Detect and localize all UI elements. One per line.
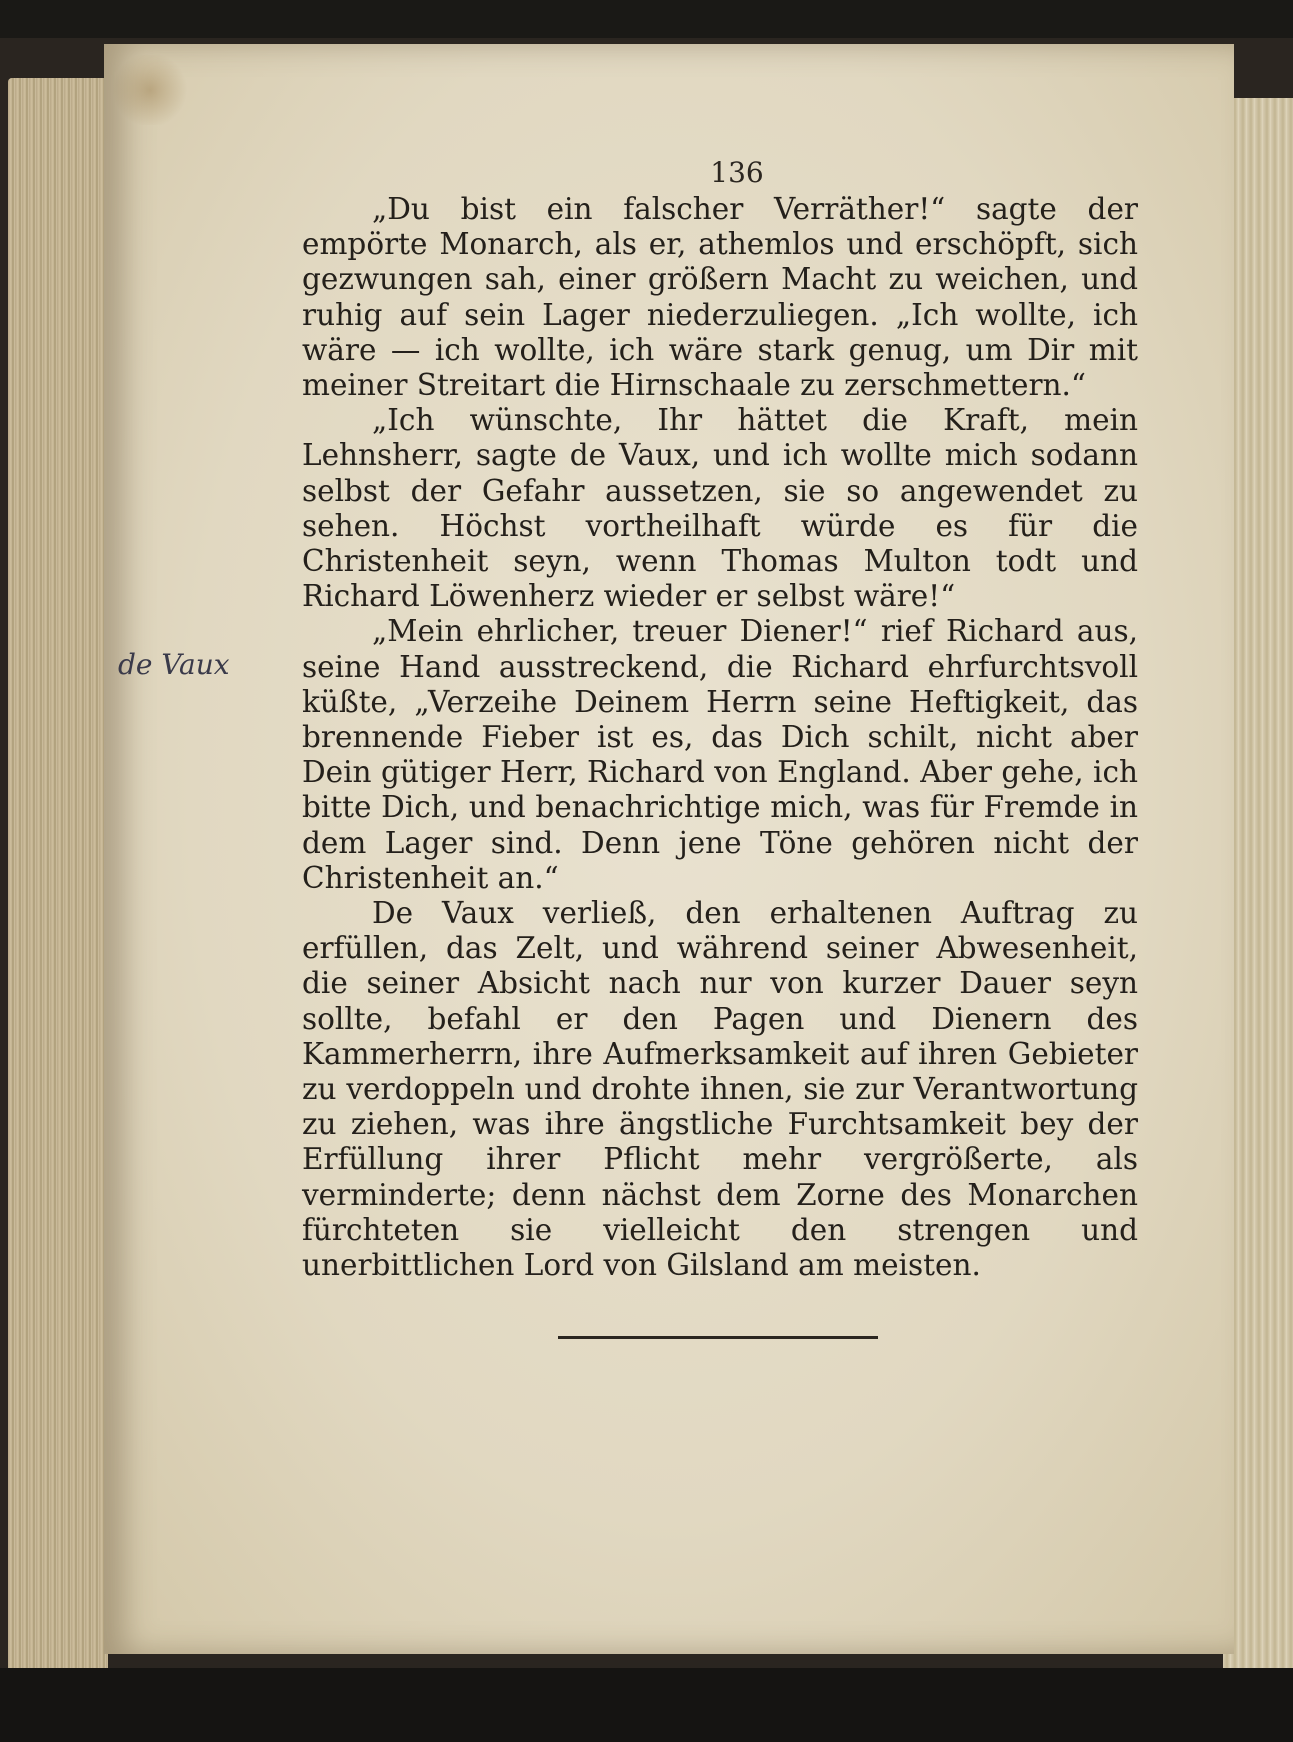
paragraph: „Mein ehrlicher, treuer Diener!“ rief Richard aus, seine Hand ausstreckend, die Richard ehrfurchtsvoll küßte, „Verzeihe Deinem Herrn seine Heftigkeit, das brennende Fieber ist es, das Dich schilt, nicht aber Dein gütiger Herr, Richard von England. Aber gehe, ich bitte Dich, und benachrichtige mich, was für Fremde in dem Lager sind. Denn jene Töne gehören nicht der Christenheit an.“ — [302, 614, 1138, 895]
end-rule-divider — [558, 1336, 878, 1339]
page-edges-left — [8, 78, 108, 1698]
page-number: 136 — [710, 156, 764, 189]
paragraph: „Du bist ein falscher Verräther!“ sagte der empörte Monarch, als er, athemlos und erschöpft, sich gezwungen sah, einer größern Macht zu weichen, und ruhig auf sein Lager niederzuliegen. „Ich wollte, ich wäre — ich wollte, ich wäre stark genug, um Dir mit meiner Streitart die Hirnschaale zu zerschmettern.“ — [302, 192, 1138, 403]
paragraph: De Vaux verließ, den erhaltenen Auftrag zu erfüllen, das Zelt, und während seiner Abwesenheit, die seiner Absicht nach nur von kurzer Dauer seyn sollte, befahl er den Pagen und Dienern des Kammerherrn, ihre Aufmerksamkeit auf ihren Gebieter zu verdoppeln und drohte ihnen, sie zur Verantwortung zu ziehen, was ihre ängstliche Furchtsamkeit bey der Erfüllung ihrer Pflicht mehr vergrößerte, als verminderte; denn nächst dem Zorne des Monarchen fürchteten sie vielleicht den strengen und unerbittlichen Lord von Gilsland am meisten. — [302, 896, 1138, 1283]
paper-stain — [110, 55, 190, 125]
background-bottom — [0, 1668, 1293, 1742]
paragraph: „Ich wünschte, Ihr hättet die Kraft, mein Lehnsherr, sagte de Vaux, und ich wollte mich sodann selbst der Gefahr aussetzen, sie so angewendet zu sehen. Höchst vortheilhaft würde es für die Christenheit seyn, wenn Thomas Multon todt und Richard Löwenherz wieder er selbst wäre!“ — [302, 403, 1138, 614]
body-text — [302, 192, 1138, 1283]
handwritten-margin-note: de Vaux — [118, 648, 230, 681]
